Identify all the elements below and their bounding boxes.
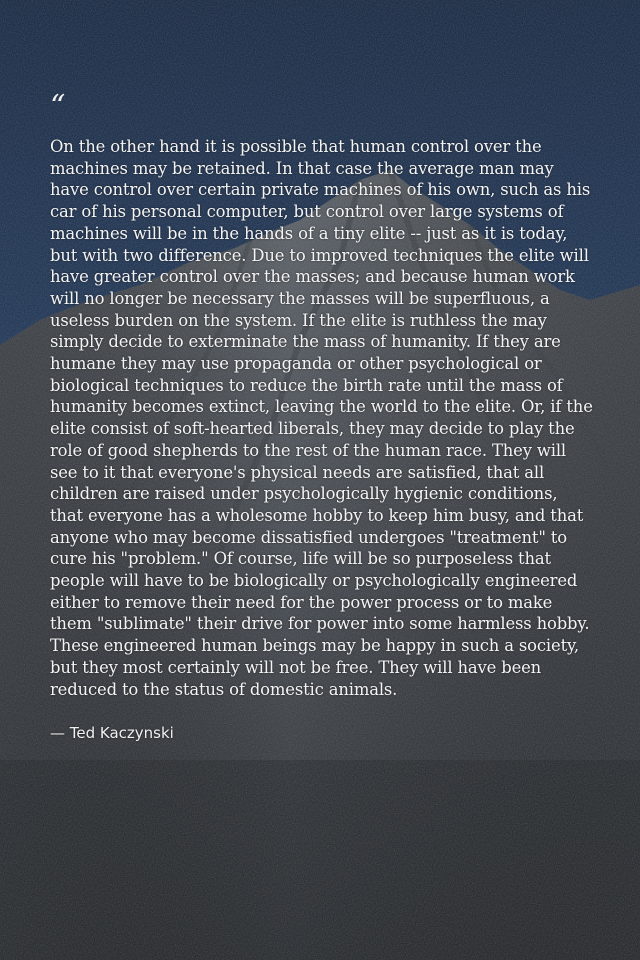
quote-author: — Ted Kaczynski (50, 724, 174, 743)
quote-mark-icon: “ (50, 89, 66, 124)
quote-text: On the other hand it is possible that human control over the machines may be retained. In that case the average man may have control over certain private machines of his own, such as his car of his personal computer, but control over large systems of machines will be in the hands of a tiny elite -- just as it is today, but with two difference. Due to improved techniques the elite will have greater control over the masses; and because human work will no longer be necessary the masses will be superfluous, a useless burden on the system. If the elite is ruthless the may simply decide to exterminate the mass of humanity. If they are humane they may use propaganda or other psychological or biological techniques to reduce the birth rate until the mass of humanity becomes extinct, leaving the world to the elite. Or, if the elite consist of soft-hearted liberals, they may decide to play the role of good shepherds to the rest of the human race. They will see to it that everyone's physical needs are satisfied, that all children are raised under psychologically hygienic conditions, that everyone has a wholesome hobby to keep him busy, and that anyone who may become dissatisfied undergoes "treatment" to cure his "problem." Of course, life will be so purposeless that people will have to be biologically or psychologically engineered either to remove their need for the power process or to make them "sublimate" their drive for power into some harmless hobby. These engineered human beings may be happy in such a society, but they most certainly will not be free. They will have been reduced to the status of domestic animals. (50, 137, 593, 699)
quote-card (50, 89, 595, 743)
